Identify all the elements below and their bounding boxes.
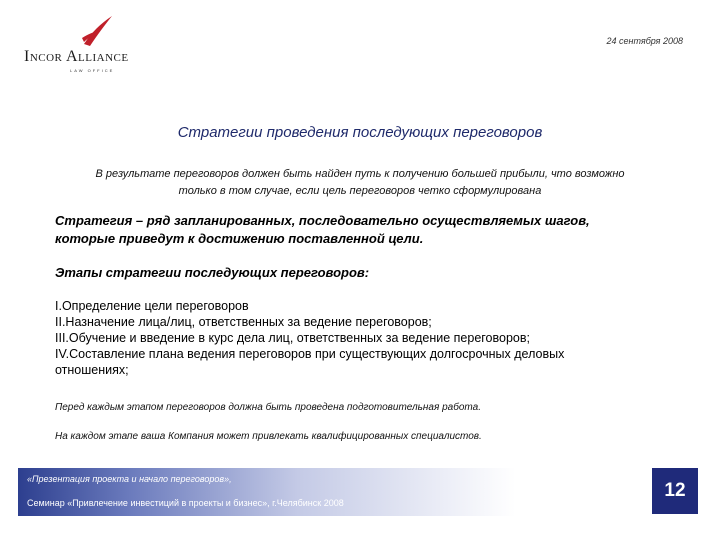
footer-seminar-info: Семинар «Привлечение инвестиций в проекты и бизнес», г.Челябинск 2008 <box>27 498 344 508</box>
stage-item: отношениях; <box>55 363 129 377</box>
stage-item: IV.Составление плана ведения переговоров при существующих долгосрочных деловых <box>55 347 565 361</box>
intro-line: только в том случае, если цель переговоров четко сформулирована <box>178 185 542 197</box>
preparation-note: Перед каждым этапом переговоров должна быть проведена подготовительная работа. <box>55 402 481 413</box>
footer-presentation-title: «Презентация проекта и начало переговоров», <box>27 474 232 484</box>
company-logo <box>24 14 174 76</box>
specialists-note: На каждом этапе ваша Компания может привлекать квалифицированных специалистов. <box>55 431 482 442</box>
intro-paragraph <box>55 166 665 200</box>
slide-date: 24 сентября 2008 <box>606 36 683 46</box>
swallow-logo-icon <box>80 14 114 48</box>
stage-item: II.Назначение лица/лиц, ответственных за ведение переговоров; <box>55 315 432 329</box>
stages-list <box>55 298 675 378</box>
slide-title: Стратегии проведения последующих переговоров <box>177 124 543 141</box>
stages-heading: Этапы стратегии последующих переговоров: <box>55 265 370 280</box>
stage-item: III.Обучение и введение в курс дела лиц, ответственных за ведение переговоров; <box>55 331 530 345</box>
strategy-definition <box>55 212 665 248</box>
strategy-line: Стратегия – ряд запланированных, последовательно осуществляемых шагов, <box>55 213 590 228</box>
intro-line: В результате переговоров должен быть найден путь к получению большей прибыли, что возможно <box>95 168 625 180</box>
strategy-line: которые приведут к достижению поставленной цели. <box>55 231 424 246</box>
page-number: 12 <box>652 468 698 514</box>
logo-text: Incor Alliance <box>24 48 129 65</box>
logo-subtitle: LAW OFFICE <box>70 68 115 73</box>
stage-item: I.Определение цели переговоров <box>55 299 249 313</box>
